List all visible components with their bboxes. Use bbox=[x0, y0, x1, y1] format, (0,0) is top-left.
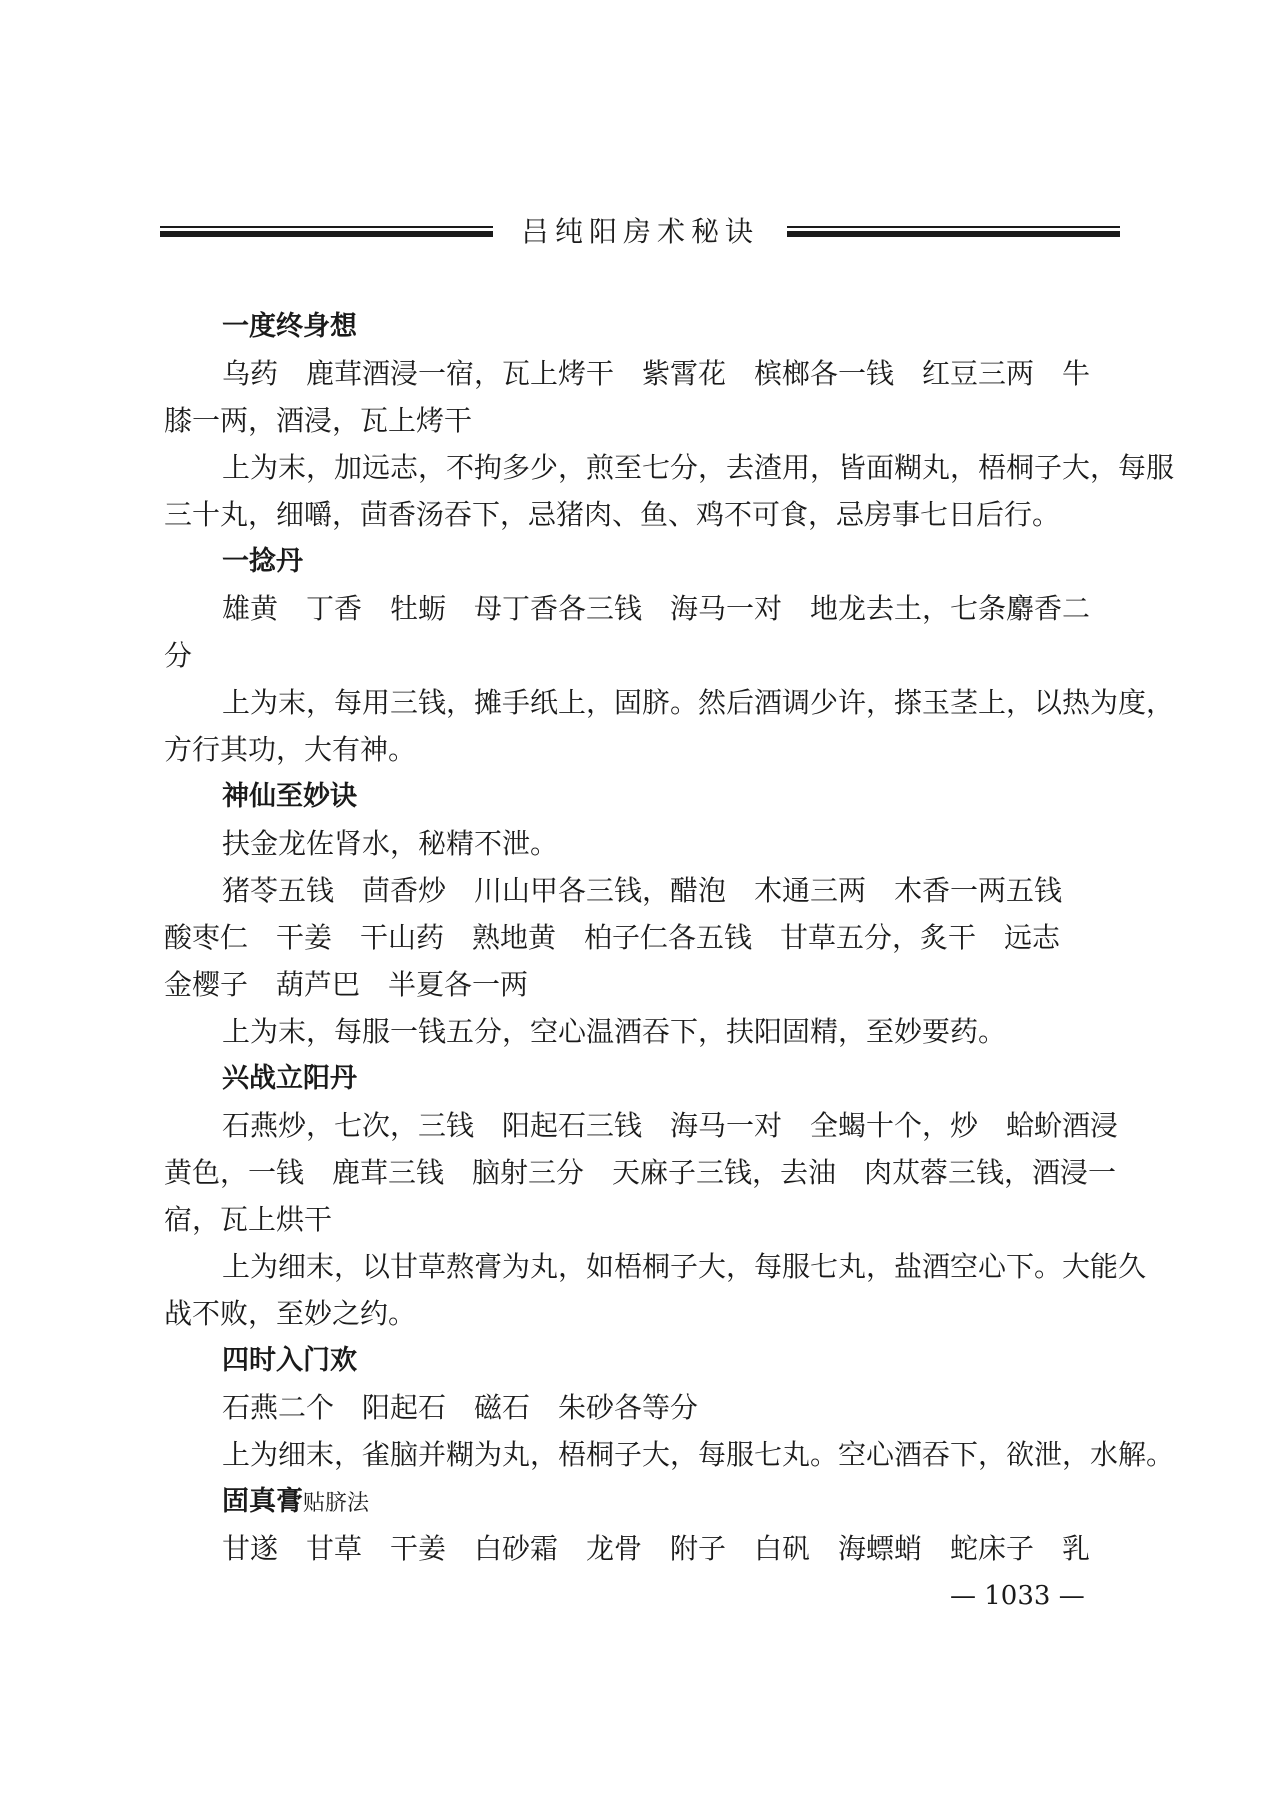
instruction-line: 上为细末，以甘草熬膏为丸，如梧桐子大，每服七丸，盐酒空心下。大能久 bbox=[222, 1250, 1147, 1283]
section-heading: 兴战立阳丹 bbox=[222, 1063, 357, 1094]
section-heading bbox=[222, 1484, 1182, 1522]
running-header bbox=[160, 214, 1120, 254]
description-line: 扶金龙佐肾水，秘精不泄。 bbox=[222, 827, 559, 860]
section-heading: 一捻丹 bbox=[222, 546, 303, 577]
instruction-line: 上为细末，雀脑并糊为丸，梧桐子大，每服七丸。空心酒吞下，欲泄，水解。 bbox=[222, 1438, 1175, 1471]
section-heading-note: 贴脐法 bbox=[303, 1491, 370, 1516]
instruction-line: 上为末，加远志，不拘多少，煎至七分，去渣用，皆面糊丸，梧桐子大，每服 bbox=[222, 451, 1175, 484]
ingredient-line: 宿，瓦上烘干 bbox=[164, 1203, 333, 1236]
instruction-line: 三十丸，细嚼，茴香汤吞下，忌猪肉、鱼、鸡不可食，忌房事七日后行。 bbox=[164, 498, 1061, 531]
instruction-line: 方行其功，大有神。 bbox=[164, 733, 417, 766]
header-rule-right bbox=[787, 226, 1120, 237]
section-heading-title: 固真膏 bbox=[222, 1486, 303, 1517]
instruction-line: 战不败，至妙之约。 bbox=[164, 1297, 417, 1330]
section-heading: 神仙至妙诀 bbox=[222, 781, 357, 812]
header-rule-left bbox=[160, 226, 493, 237]
ingredient-line: 分 bbox=[164, 639, 193, 672]
ingredient-line: 金樱子 葫芦巴 半夏各一两 bbox=[164, 968, 529, 1001]
ingredient-line: 猪苓五钱 茴香炒 川山甲各三钱，醋泡 木通三两 木香一两五钱 bbox=[222, 874, 1063, 907]
ingredient-line: 酸枣仁 干姜 干山药 熟地黄 柏子仁各五钱 甘草五分，炙干 远志 bbox=[164, 921, 1061, 954]
ingredient-line: 乌药 鹿茸酒浸一宿，瓦上烤干 紫霄花 槟榔各一钱 红豆三两 牛 bbox=[222, 357, 1091, 390]
ingredient-line: 膝一两，酒浸，瓦上烤干 bbox=[164, 404, 473, 437]
instruction-line: 上为末，每用三钱，摊手纸上，固脐。然后酒调少许，搽玉茎上，以热为度， bbox=[222, 686, 1175, 719]
section-heading: 四时入门欢 bbox=[222, 1345, 357, 1376]
header-title: 吕纯阳房术秘诀 bbox=[520, 215, 759, 248]
section-heading: 一度终身想 bbox=[222, 311, 357, 342]
ingredient-line: 石燕二个 阳起石 磁石 朱砂各等分 bbox=[222, 1391, 699, 1424]
page-number: — 1033 — bbox=[950, 1581, 1085, 1611]
ingredient-line: 石燕炒，七次，三钱 阳起石三钱 海马一对 全蝎十个，炒 蛤蚧酒浸 bbox=[222, 1109, 1119, 1142]
instruction-line: 上为末，每服一钱五分，空心温酒吞下，扶阳固精，至妙要药。 bbox=[222, 1015, 1007, 1048]
ingredient-line: 甘遂 甘草 干姜 白砂霜 龙骨 附子 白矾 海螵蛸 蛇床子 乳 bbox=[222, 1532, 1091, 1565]
ingredient-line: 黄色，一钱 鹿茸三钱 脑射三分 天麻子三钱，去油 肉苁蓉三钱，酒浸一 bbox=[164, 1156, 1117, 1189]
ingredient-line: 雄黄 丁香 牡蛎 母丁香各三钱 海马一对 地龙去土，七条麝香二 bbox=[222, 592, 1091, 625]
